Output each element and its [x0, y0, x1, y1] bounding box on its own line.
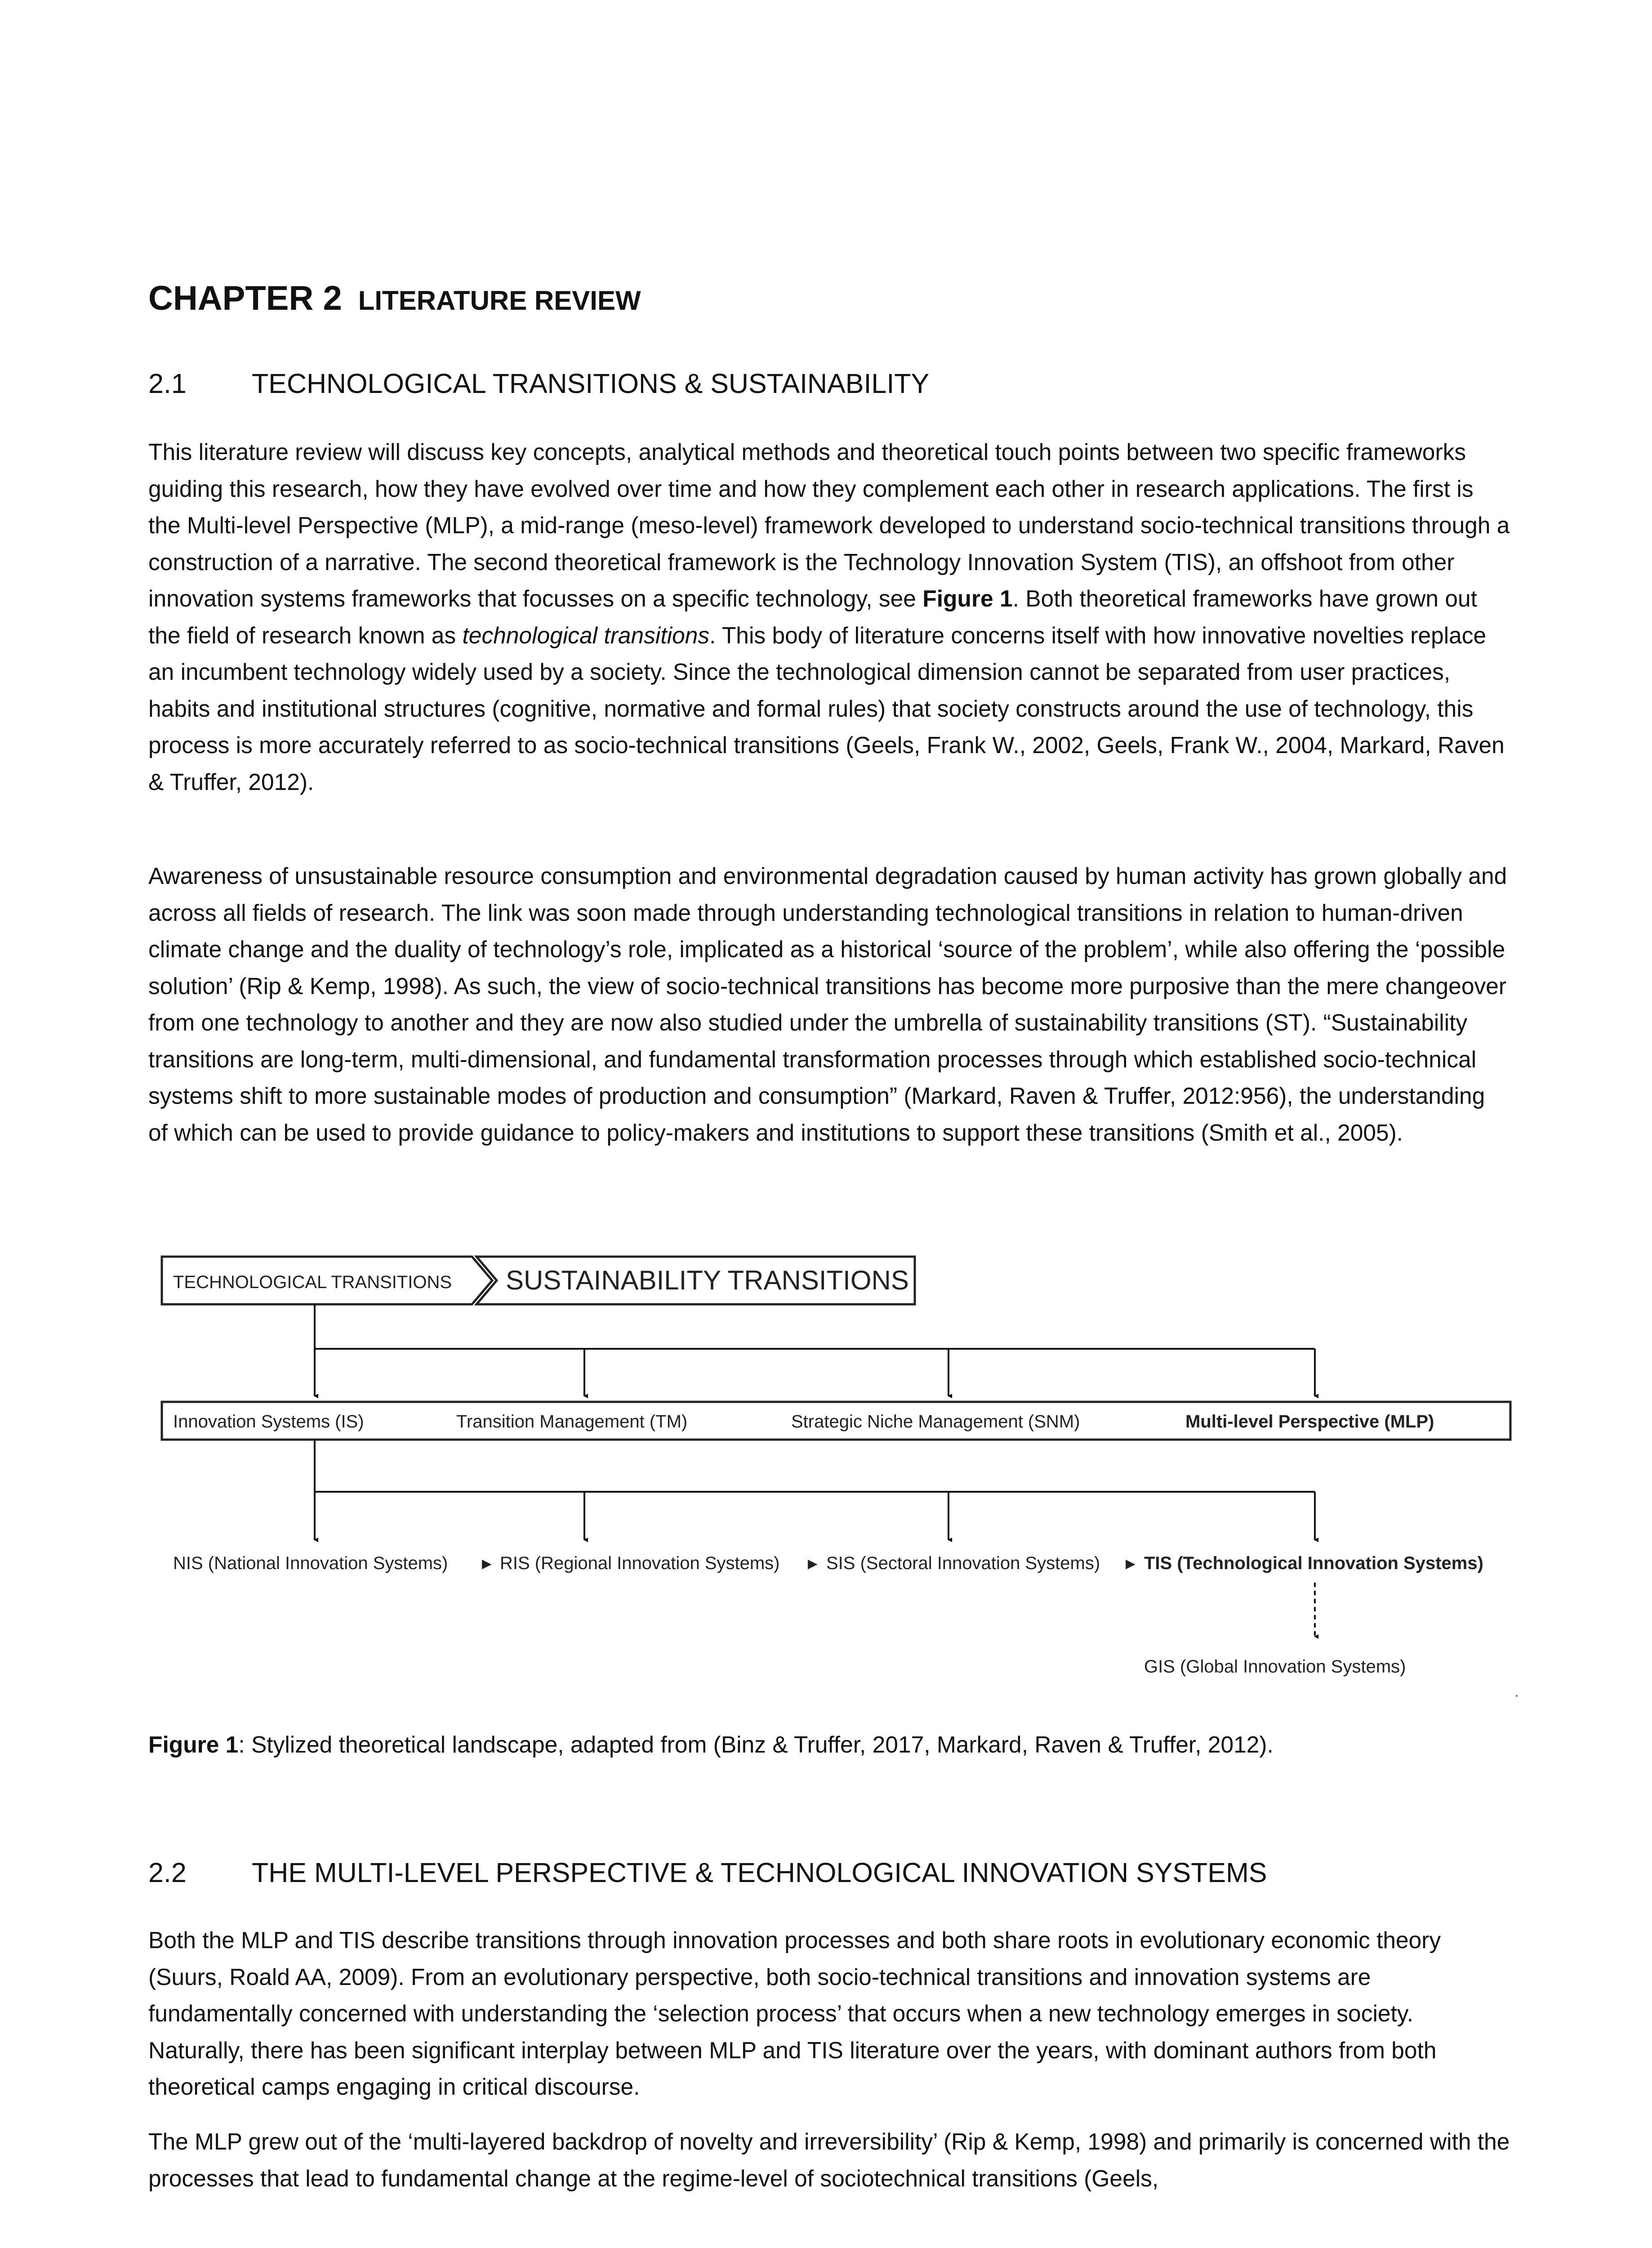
section-title: TECHNOLOGICAL TRANSITIONS & SUSTAINABILITY [252, 368, 930, 399]
figure-reference: Figure 1 [922, 585, 1013, 611]
section-title: THE MULTI-LEVEL PERSPECTIVE & TECHNOLOGICAL INNOVATION SYSTEMS [252, 1857, 1267, 1888]
triangle-icon: ► [479, 1554, 495, 1573]
paragraph-mlp-tis: Both the MLP and TIS describe transitions through innovation processes and both share roots in evolutionary economic theory (Suurs, Roald AA, 2009). From an evolutionary perspective, both socio-technical transitions and innovation systems are fundamentally concerned with understanding the ‘selection process’ that occurs when a new technology emerges in society. Naturally, there has been significant interplay between MLP and TIS literature over the years, with dominant authors from both theoretical camps engaging in critical discourse. [148, 1927, 1441, 2100]
triangle-icon: ► [1122, 1554, 1139, 1573]
system-labels [173, 1553, 1483, 1677]
system-label: SIS (Sectoral Innovation Systems) [826, 1553, 1100, 1573]
caption-label: Figure 1 [148, 1731, 239, 1757]
section-number: 2.1 [148, 368, 187, 399]
banner [162, 1257, 915, 1304]
triangle-icon: ► [805, 1554, 821, 1573]
framework-connectors [315, 1304, 1315, 1396]
system-connectors [315, 1440, 1315, 1637]
banner-right-label: SUSTAINABILITY TRANSITIONS [506, 1265, 909, 1295]
framework-label: Innovation Systems (IS) [173, 1412, 364, 1432]
section-heading-2-2 [148, 1857, 1267, 1888]
paragraph-text: . This body of literature concerns itself with how innovative novelties replace an incumbent technology widely used by a society. Since the technological dimension cannot be separated from user practices, habits and institutional structures (cognitive, normative and formal rules) that society constructs around the use of technology, this process is more accurately referred to as socio-technical transitions (Geels, Frank W., 2002, Geels, Frank W., 2004, Markard, Raven & Truffer, 2012). [148, 622, 1505, 795]
global-system-label: GIS (Global Innovation Systems) [1144, 1657, 1406, 1677]
system-label: TIS (Technological Innovation Systems) [1144, 1553, 1483, 1573]
banner-left-label: TECHNOLOGICAL TRANSITIONS [173, 1272, 452, 1292]
chapter-label: CHAPTER 2 [148, 279, 342, 317]
framework-box [162, 1402, 1510, 1440]
figure-caption [148, 1726, 1519, 1762]
framework-label: Multi-level Perspective (MLP) [1185, 1412, 1434, 1432]
italic-term: technological transitions [462, 622, 710, 648]
paragraph-mlp-origin: The MLP grew out of the ‘multi-layered backdrop of novelty and irreversibility’ (Rip & Kemp, 1998) and primarily is concerned with the processes that lead to fundamental change at the regime-level of sociotechnical transitions (Geels, [148, 2128, 1510, 2191]
framework-label: Transition Management (TM) [456, 1412, 688, 1432]
framework-label: Strategic Niche Management (SNM) [791, 1412, 1080, 1432]
caption-text: : Stylized theoretical landscape, adapted from (Binz & Truffer, 2017, Markard, Raven & Truffer, 2012). [238, 1731, 1274, 1757]
section-number: 2.2 [148, 1857, 187, 1888]
system-label: NIS (National Innovation Systems) [173, 1553, 448, 1573]
scan-speck [1516, 1695, 1518, 1697]
chapter-title: LITERATURE REVIEW [358, 285, 641, 316]
system-label: RIS (Regional Innovation Systems) [500, 1553, 780, 1573]
paragraph-sustainability: Awareness of unsustainable resource consumption and environmental degradation caused by human activity has grown globally and across all fields of research. The link was soon made through understanding technological transitions in relation to human-driven climate change and the duality of technology’s role, implicated as a historical ‘source of the problem’, while also offering the ‘possible solution’ (Rip & Kemp, 1998). As such, the view of socio-technical transitions has become more purposive than the mere changeover from one technology to another and they are now also studied under the umbrella of sustainability transitions (ST). “Sustainability transitions are long-term, multi-dimensional, and fundamental transformation processes through which established socio-technical systems shift to more sustainable modes of production and consumption” (Markard, Raven & Truffer, 2012:956), the understanding of which can be used to provide guidance to policy-makers and institutions to support these transitions (Smith et al., 2005). [148, 863, 1507, 1146]
paragraph-text: This literature review will discuss key concepts, analytical methods and theoretical touch points between two specific frameworks guiding this research, how they have evolved over time and how they complement each other in research applications. The first is the Multi-level Perspective (MLP), a mid-range (meso-level) framework developed to understand socio-technical transitions through a construction of a narrative. The second theoretical framework is the Technology Innovation System (TIS), an offshoot from other innovation systems frameworks that focusses on a specific technology, see [148, 439, 1510, 611]
paragraph-text: . Both theoretical frameworks have grown out the field of research known as [148, 585, 1477, 648]
